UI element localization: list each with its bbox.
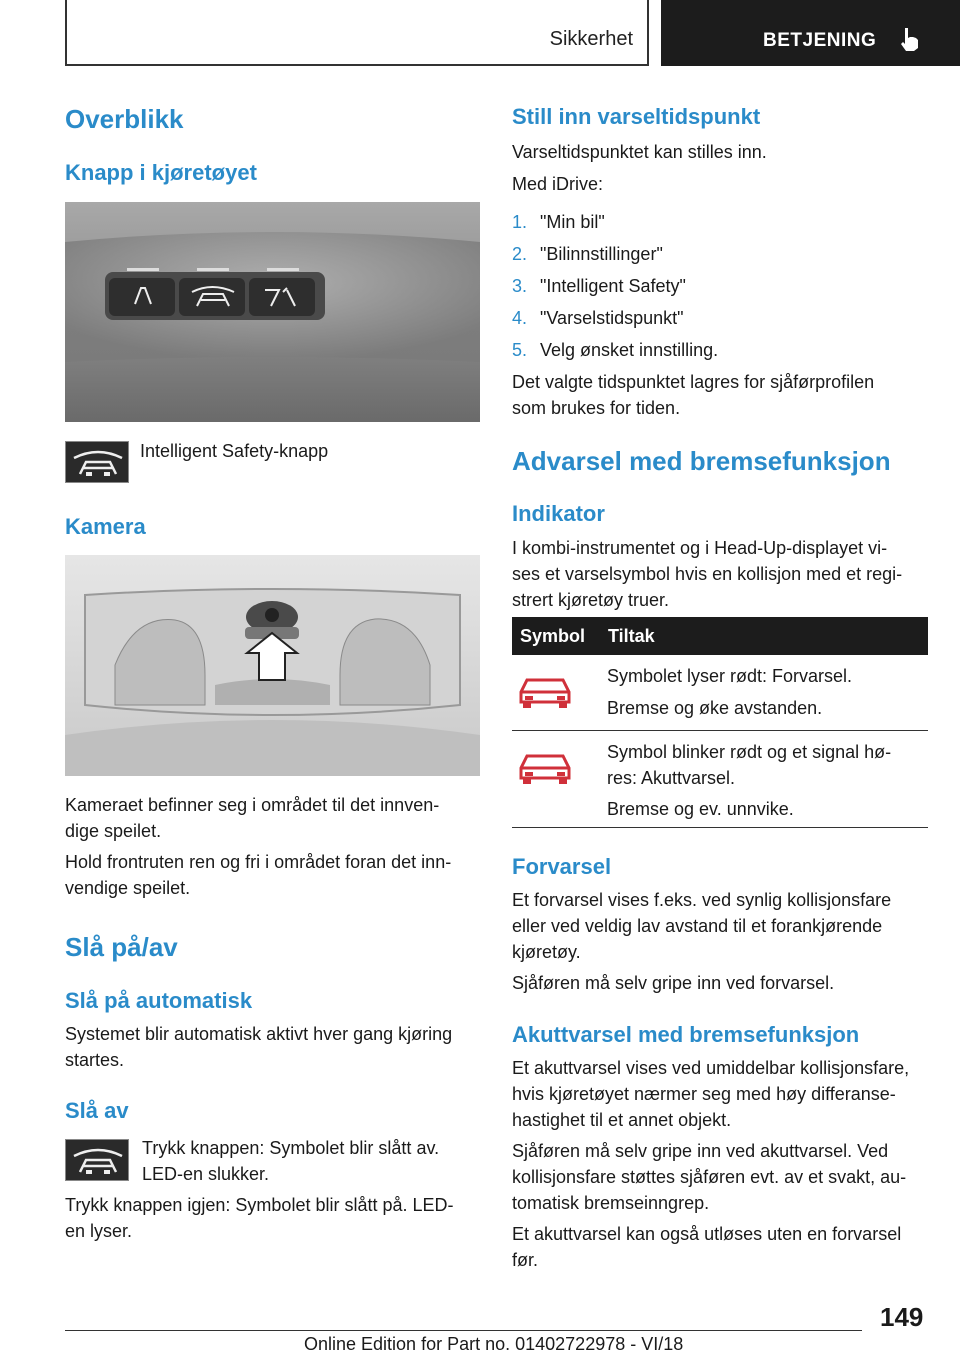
av-text-1: Trykk knappen: Symbolet blir slått av. bbox=[142, 1138, 440, 1158]
av-text-4: en lyser. bbox=[65, 1221, 133, 1241]
still-text-1: Varseltidspunktet kan stilles inn. bbox=[512, 142, 767, 162]
ak-text-1: Et akuttvarsel vises ved umiddelbar kollisjonsfare, bbox=[512, 1058, 910, 1078]
ak-text-3: hastighet til et annet objekt. bbox=[512, 1110, 732, 1130]
still-text-2: Med iDrive: bbox=[512, 174, 604, 194]
forv-text-3: kjøretøy. bbox=[512, 942, 581, 962]
still-text-3b: som brukes for tiden. bbox=[512, 398, 681, 418]
table-row1-text-a: Symbolet lyser rødt: Forvarsel. bbox=[607, 666, 853, 686]
footer-divider bbox=[65, 1330, 862, 1331]
table-divider bbox=[512, 730, 928, 731]
button-panel-photo bbox=[65, 202, 480, 422]
auto-text-2: startes. bbox=[65, 1050, 125, 1070]
list-item: 1. "Min bil" bbox=[512, 212, 605, 232]
table-header bbox=[512, 617, 928, 655]
camera-photo bbox=[65, 555, 480, 776]
col-symbol: Symbol bbox=[520, 626, 586, 646]
table-row2-text-a: Symbol blinker rødt og et signal hø- bbox=[607, 742, 892, 762]
page-number: 149 bbox=[880, 1302, 924, 1332]
av-text-3: Trykk knappen igjen: Symbolet blir slått på. LED- bbox=[65, 1195, 454, 1215]
table-row1-text-b: Bremse og øke avstanden. bbox=[607, 698, 823, 718]
icon-caption: Intelligent Safety-knapp bbox=[140, 441, 329, 461]
section-tab bbox=[65, 0, 649, 66]
table-divider bbox=[512, 827, 928, 828]
list-item: 2. "Bilinnstillinger" bbox=[512, 244, 663, 264]
heading-kamera: Kamera bbox=[65, 514, 146, 539]
heading-still-inn: Still inn varseltidspunkt bbox=[512, 104, 761, 129]
list-item: 4. "Varselstidspunkt" bbox=[512, 308, 684, 328]
chapter-tab bbox=[661, 0, 960, 66]
heading-overblikk: Overblikk bbox=[65, 104, 184, 134]
ind-text-2: ses et varselsymbol hvis en kollisjon med et regi- bbox=[512, 564, 903, 584]
heading-sla-av: Slå av bbox=[65, 1098, 129, 1123]
av-text-2: LED-en slukker. bbox=[142, 1164, 270, 1184]
intelligent-safety-icon bbox=[65, 1139, 129, 1181]
table-row2-text-b: res: Akuttvarsel. bbox=[607, 768, 736, 788]
forv-text-2: eller ved veldig lav avstand til et forankjørende bbox=[512, 916, 883, 936]
list-item: 3. "Intelligent Safety" bbox=[512, 276, 686, 296]
auto-text-1: Systemet blir automatisk aktivt hver gang kjøring bbox=[65, 1024, 453, 1044]
hand-pointer-icon bbox=[897, 26, 921, 52]
ak-text-4: Sjåføren må selv gripe inn ved akuttvarsel. Ved bbox=[512, 1141, 889, 1161]
ind-text-3: strert kjøretøy truer. bbox=[512, 590, 670, 610]
kamera-text-1a: Kameraet befinner seg i området til det innven- bbox=[65, 795, 440, 815]
car-warning-icon bbox=[517, 748, 573, 788]
chapter-label: BETJENING bbox=[763, 30, 877, 51]
list-item: 5. Velg ønsket innstilling. bbox=[512, 340, 719, 360]
kamera-text-1b: dige speilet. bbox=[65, 821, 162, 841]
heading-knapp: Knapp i kjøretøyet bbox=[65, 160, 257, 185]
ak-text-6: tomatisk bremseinngrep. bbox=[512, 1193, 710, 1213]
page-header bbox=[0, 0, 960, 66]
still-text-3a: Det valgte tidspunktet lagres for sjåførprofilen bbox=[512, 372, 875, 392]
heading-indikator: Indikator bbox=[512, 501, 605, 526]
heading-forvarsel: Forvarsel bbox=[512, 854, 612, 879]
ak-text-8: før. bbox=[512, 1250, 538, 1270]
forv-text-4: Sjåføren må selv gripe inn ved forvarsel. bbox=[512, 973, 835, 993]
col-tiltak: Tiltak bbox=[608, 626, 655, 646]
kamera-text-2a: Hold frontruten ren og fri i området foran det inn- bbox=[65, 852, 452, 872]
heading-sla-pa-av: Slå på/av bbox=[65, 932, 178, 962]
table-row2-text-c: Bremse og ev. unnvike. bbox=[607, 799, 794, 819]
car-warning-icon bbox=[517, 672, 573, 712]
heading-sla-pa-automatisk: Slå på automatisk bbox=[65, 988, 253, 1013]
ak-text-2: hvis kjøretøyet nærmer seg med høy differanse- bbox=[512, 1084, 896, 1104]
heading-akuttvarsel: Akuttvarsel med bremsefunksjon bbox=[512, 1022, 860, 1047]
forv-text-1: Et forvarsel vises f.eks. ved synlig kollisjonsfare bbox=[512, 890, 892, 910]
ind-text-1: I kombi-instrumentet og i Head-Up-displayet vi- bbox=[512, 538, 888, 558]
heading-advarsel: Advarsel med bremsefunksjon bbox=[512, 446, 891, 476]
kamera-text-2b: vendige speilet. bbox=[65, 878, 191, 898]
ak-text-7: Et akuttvarsel kan også utløses uten en forvarsel bbox=[512, 1224, 902, 1244]
section-label: Sikkerhet bbox=[549, 28, 633, 50]
intelligent-safety-icon bbox=[65, 441, 129, 483]
footer-edition: Online Edition for Part no. 01402722978 - VI/18 bbox=[304, 1334, 684, 1354]
ak-text-5: kollisjonsfare støttes sjåføren evt. av et svakt, au- bbox=[512, 1167, 907, 1187]
